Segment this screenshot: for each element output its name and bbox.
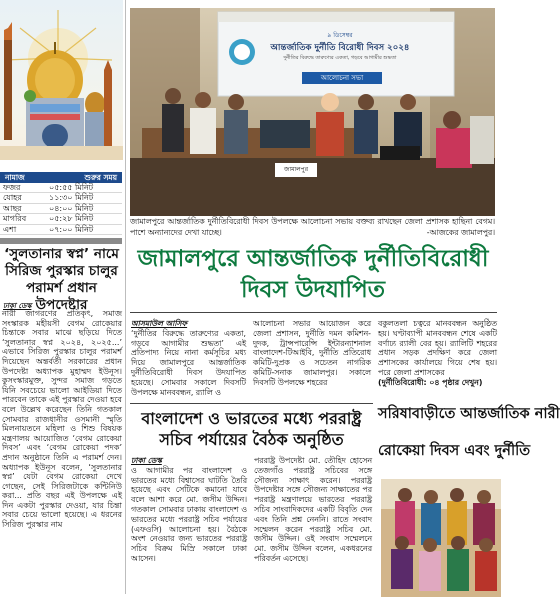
table-row — [0, 214, 122, 224]
mosque-icon — [0, 0, 123, 160]
article1-column-3 — [378, 319, 497, 388]
table-row — [0, 225, 122, 235]
header-prayer: নামাজ — [5, 173, 25, 182]
article2-byline: ঢাকা ডেস্ক — [131, 456, 162, 465]
event-photo[interactable] — [130, 8, 495, 216]
mosque-illustration — [0, 0, 123, 160]
prayer-time: ১১:৩০ মিনিট — [49, 193, 94, 203]
headline-rule — [130, 312, 497, 313]
left-headline[interactable]: ‘সুলতানার স্বপ্ন’ নামে সিরিজ পুরস্কার চালুর পরামর্শ প্রধান উপদেষ্টার — [4, 246, 119, 313]
header-time: শুরুর সময় — [84, 173, 117, 182]
prayer-time: ০৫:৫৫ মিনিট — [49, 183, 94, 192]
teaser-headline[interactable] — [378, 405, 560, 461]
banner-slogan: দুর্নীতির বিরুদ্ধে তারুণ্যের একতা, গড়বে আগামীর শুদ্ধতা — [283, 55, 397, 61]
teaser-headline-line2: রোকেয়া দিবস এবং দুর্নীতি — [378, 443, 531, 459]
left-byline: ঢাকা ডেস্ক — [3, 302, 32, 310]
teaser-photo[interactable] — [381, 479, 501, 597]
banner-event: আলোচনা সভা — [320, 74, 364, 82]
table-row — [0, 193, 122, 203]
article1-col3-text: বকুলতলা চত্বরে মানববন্ধন অনুষ্ঠিত হয়। ঘণ্টাব্যাপী মানববন্ধন শেষে একটি বর্ণাঢ্য র‍্যালী বের হয়। র‍্যালিটি শহরের প্রধান সড়ক প্রদক্ষিণ করে জেলা প্রশাসকের কার্যালয়ে গিয়ে শেষ হয়। পরে জেলা প্রশাসকের — [378, 319, 497, 377]
banner-date: ৯ ডিসেম্বর — [327, 32, 353, 39]
prayer-time: ০৭:০০ মিনিট — [49, 224, 94, 234]
prayer-name: আছর — [3, 203, 22, 213]
column-divider — [125, 0, 126, 594]
prayer-name: ফজর — [3, 183, 21, 192]
article2-column-2: পররাষ্ট্র উপদেষ্টা মো. তৌহিদ হোসেন তেজগাঁও পররাষ্ট্র সচিবের সঙ্গে সৌজন্য সাক্ষাৎ করেন। পররাষ্ট্র উপদেষ্টার সঙ্গে সৌজন্য সাক্ষাতের পর পররাষ্ট্র মন্ত্রণালয়ে ভারতের পররাষ্ট্র সচিব সাংবাদিকদের একটি বিবৃতি দেন এবং তিনি প্রশ্ন নেননি। রাতে সংবাদ সম্মেলন করেন পররাষ্ট্র সচিব মো. জসীম উদ্দিন। ওই সংবাদ সম্মেলনে মো. জসীম উদ্দিন বলেন, একধরনের পরিবর্তন এসেছে। — [254, 456, 372, 563]
prayer-name: যোহর — [3, 193, 22, 203]
section-divider — [0, 238, 122, 244]
article1-column-2: আলোচনা সভার আয়োজন করে জেলা প্রশাসন, দুর্নীতি দমন কমিশন-দুদক, ট্রান্সপারেন্সি ইন্টারন্যাশনাল বাংলাদেশ-টিআইবি, দুর্নীতি প্রতিরোধ কমিটি-দুপ্রক ও সচেতন নাগরিক কমিটি-সনাক জামালপুর। সকালে দিবসটি উপলক্ষে শহরের — [253, 319, 371, 387]
article1-column-1 — [131, 319, 246, 397]
nameplate: জামালপুর — [283, 166, 309, 173]
prayer-times-table — [0, 172, 122, 235]
left-column — [0, 0, 123, 594]
prayer-time: ০৪:০০ মিনিট — [49, 203, 94, 213]
table-header — [0, 172, 122, 183]
article1-byline: আসমাউল আসিফ — [131, 319, 188, 328]
photo-caption — [130, 217, 495, 238]
banner-text — [240, 30, 440, 63]
prayer-name: মাগরিব — [3, 214, 27, 224]
section-rule — [130, 403, 373, 404]
caption-text: জামালপুরে আন্তর্জাতিক দুর্নীতিবিরোধী দিবস উপলক্ষে আলোচনা সভায় বক্তব্য রাখছেন জেলা প্রশাসক হাছিনা বেগম। পাশে অন্যান্যদের দেখা যাচ্ছে। — [130, 217, 495, 237]
teaser-article[interactable] — [378, 405, 560, 595]
continued-link[interactable]: (দুর্নীতিবিরোধী: ০৪ পৃষ্ঠার দেখুন) — [378, 377, 483, 387]
second-headline[interactable]: বাংলাদেশ ও ভারতের মধ্যে পররাষ্ট্র সচিব পর্যায়ের বৈঠক অনুষ্ঠিত — [141, 409, 362, 449]
article2-col1-text: ও আগামীর পর বাংলাদেশ ও ভারতের মধ্যে বিশ্বাসের ঘাটতি তৈরি হয়েছে এবং সেটিকে কমানো যাবে বলে আশা করে মো. জসীম উদ্দিন। গতকাল সোমবার ঢাকায় বাংলাদেশ ও ভারতের মধ্যে পররাষ্ট্র সচিব পর্যায়ের (এফওসি) আলোচনা হয়। বৈঠকে অংশ নেওয়ার জন্য ভারতের পররাষ্ট্র সচিব বিক্রম মিস্রি সকালে ঢাকা আসেন। — [131, 465, 247, 563]
teaser-photo-image — [381, 479, 501, 597]
main-headline[interactable]: জামালপুরে আন্তর্জাতিক দুর্নীতিবিরোধী দিবস উদযাপিত — [137, 246, 489, 303]
article1-col1-text: ‘দুর্নীতির বিরুদ্ধে তারুণ্যের একতা, গড়বে আগামীর শুদ্ধতা’ এই প্রতিপাদ্য নিয়ে নানা কর্মসূচির মধ্য দিয়ে জামালপুরে আন্তর্জাতিক দুর্নীতিবিরোধী দিবস উদযাপিত হয়েছে। সোমবার সকালে দিবসটি উপলক্ষে মানববন্ধন, র‍্যালি ও — [131, 328, 246, 397]
table-row — [0, 183, 122, 193]
table-row — [0, 204, 122, 214]
teaser-headline-line1: সরিষাবাড়ীতে আন্তর্জাতিক নারী — [378, 406, 560, 422]
article2-column-1 — [131, 456, 247, 564]
prayer-name: এশা — [3, 224, 17, 234]
prayer-time: ০৫:২৮ মিনিট — [49, 214, 94, 224]
caption-credit: -আজকের জামালপুর। — [426, 227, 495, 237]
banner-title: আন্তর্জাতিক দুর্নীতি বিরোধী দিবস ২০২৪ — [270, 43, 410, 53]
left-article-body: নারী জাগরণের প্রতিকৃৎ, সমাজ সংস্কারক মহীয়সী বেগম রোকেয়ার চিন্তাকে সবার মাঝে ছড়িয়ে দিতে ‘সুলতানার স্বপ্ন ২০২৪, ২০২৫...’ এভাবে সিরিজ পুরস্কার চালুর পরামর্শ দিয়েছেন অন্তর্বর্তী সরকারের প্রধান উপদেষ্টা অধ্যাপক মুহাম্মদ ইউনূস। কুসংস্কারমুক্ত, সুন্দর সমাজ গড়তে যিনি সবচেয়ে ভালো আইডিয়া দিতে পারবেন তাকে এই পুরস্কার দেওয়া হবে বলে উল্লেখ করেছেন তিনি গতকাল সোমবার রাজধানীর ওসমানী স্মৃতি মিলনায়তনে মহিলা ও শিশু বিষয়ক মন্ত্রণালয় আয়োজিত ‘বেগম রোকেয়া দিবস’ এবং ‘বেগম রোকেয়া পদক’ প্রদান অনুষ্ঠানে তিনি এ পরামর্শ দেন। অধ্যাপক ইউনূস বলেন, ‘সুলতানার স্বপ্ন’ যেটা বেগম রোকেয়া দেখে গেছেন, সেই সিরিজটাকে কন্টিনিউ করা... প্রতি বছর এই উপলক্ষে এই দিন একটা পুরস্কার দেওয়া, যার চিন্তা সবার চেয়ে ভালো হয়েছে। এ ধরনের সিরিজ পুরস্কার নাম — [2, 309, 122, 530]
